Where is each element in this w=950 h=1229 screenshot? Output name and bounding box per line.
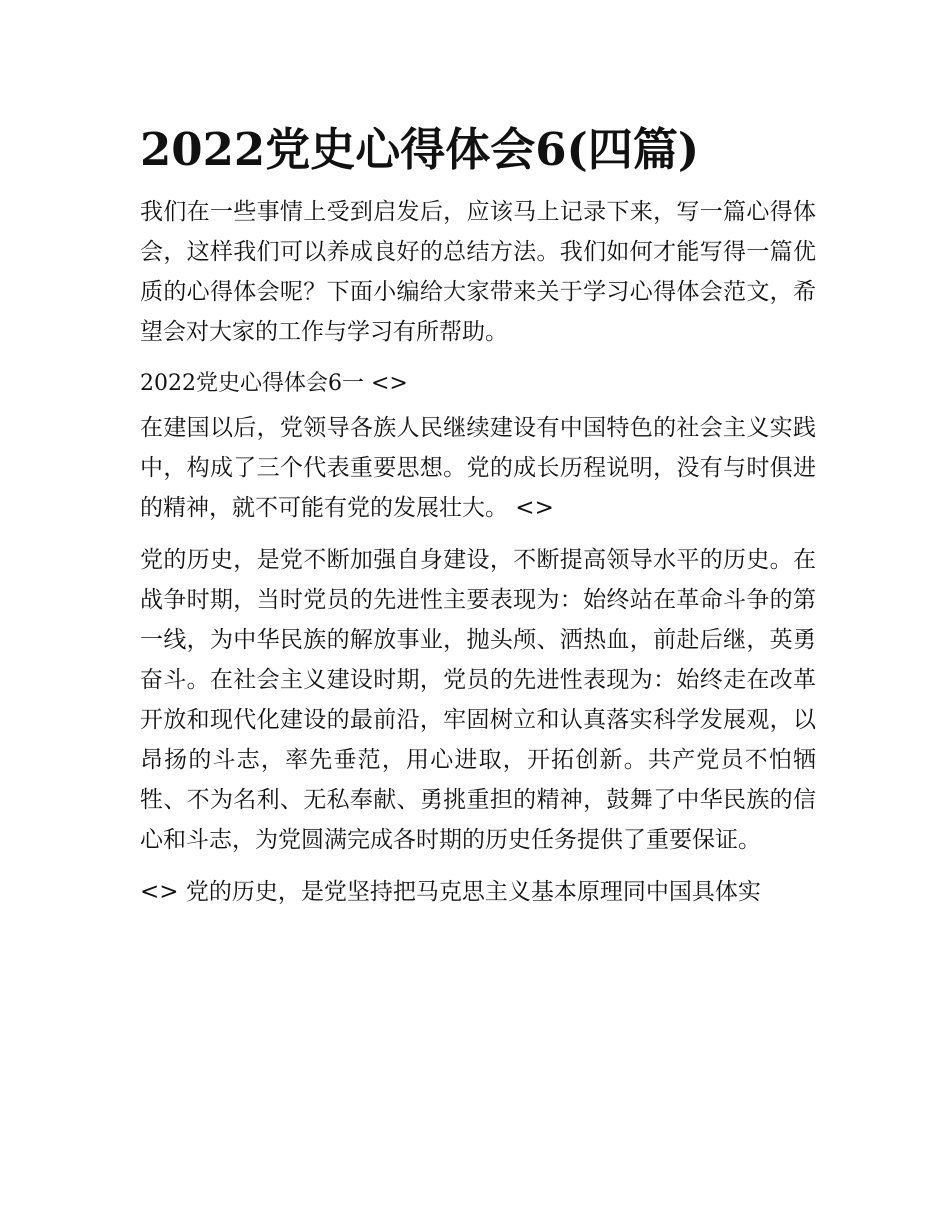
body-paragraph: 在建国以后，党领导各族人民继续建设有中国特色的社会主义实践中，构成了三个代表重要思想。党的成长历程说明，没有与时俱进的精神，就不可能有党的发展壮大。 <>: [140, 415, 816, 521]
document-page: [140, 118, 816, 924]
document-title: 2022党史心得体会6(四篇): [140, 123, 700, 176]
body-paragraph: <> 党的历史，是党坚持把马克思主义基本原理同中国具体实: [140, 879, 761, 905]
body-paragraph: 党的历史，是党不断加强自身建设，不断提高领导水平的历史。在战争时期，当时党员的先进性主要表现为：始终站在革命斗争的第一线，为中华民族的解放事业，抛头颅、洒热血，前赴后继，英勇奋斗。在社会主义建设时期，党员的先进性表现为：始终走在改革开放和现代化建设的最前沿，牢固树立和认真落实科学发展观，以昂扬的斗志，率先垂范，用心进取，开拓创新。共产党员不怕牺牲、不为名利、无私奉献、勇挑重担的精神，鼓舞了中华民族的信心和斗志，为党圆满完成各时期的历史任务提供了重要保证。: [140, 547, 816, 853]
section-heading: 2022党史心得体会6一 <>: [140, 371, 408, 396]
intro-paragraph: 我们在一些事情上受到启发后，应该马上记录下来，写一篇心得体会，这样我们可以养成良好的总结方法。我们如何才能写得一篇优质的心得体会呢？下面小编给大家带来关于学习心得体会范文，希望会对大家的工作与学习有所帮助。: [140, 199, 816, 345]
